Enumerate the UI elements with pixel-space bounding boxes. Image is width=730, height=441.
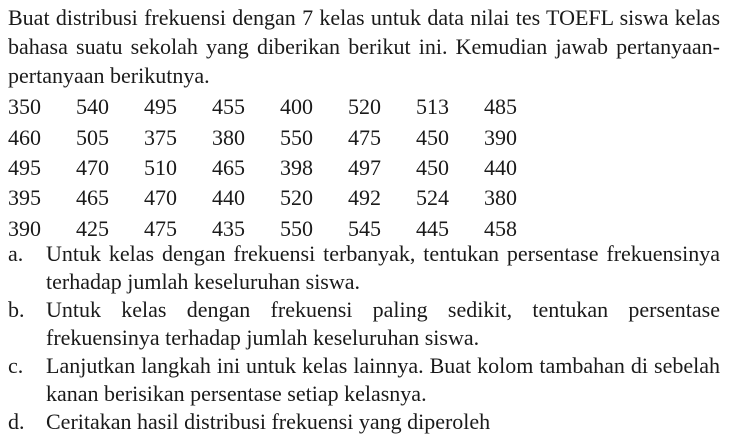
table-cell: 460: [8, 124, 41, 150]
table-cell: 510: [144, 154, 177, 180]
table-cell: 380: [212, 124, 245, 150]
table-cell: 375: [144, 124, 177, 150]
table-cell: 495: [144, 94, 177, 120]
table-cell: 545: [348, 215, 381, 241]
table-cell: 470: [144, 185, 177, 211]
table-cell: 492: [348, 185, 381, 211]
list-item: [8, 240, 720, 295]
table-cell: 495: [8, 154, 41, 180]
list-item: [8, 296, 720, 351]
table-cell: 398: [280, 154, 313, 180]
table-cell: 455: [212, 94, 245, 120]
question-letter: d.: [8, 409, 25, 434]
table-cell: 390: [484, 124, 517, 150]
table-cell: 550: [280, 124, 313, 150]
question-text: Lanjutkan langkah ini untuk kelas lainnya. Buat kolom tambahan di sebelah kanan berisikan persentase setiap kelasnya.: [46, 353, 720, 406]
table-cell: 475: [144, 215, 177, 241]
table-row: [8, 122, 552, 152]
table-cell: 435: [212, 215, 245, 241]
table-cell: 524: [416, 185, 449, 211]
toefl-data-table: [8, 92, 552, 244]
table-cell: 395: [8, 185, 41, 211]
question-text: Untuk kelas dengan frekuensi paling sedikit, tentukan persentase frekuensinya terhadap jumlah keseluruhan siswa.: [46, 297, 720, 350]
question-letter: b.: [8, 297, 25, 322]
table-cell: 485: [484, 94, 517, 120]
table-row: [8, 153, 552, 183]
table-cell: 513: [416, 94, 449, 120]
table-cell: 440: [484, 154, 517, 180]
table-cell: 445: [416, 215, 449, 241]
table-cell: 450: [416, 124, 449, 150]
table-cell: 520: [280, 185, 313, 211]
list-item: [8, 352, 720, 407]
table-cell: 458: [484, 215, 517, 241]
question-list: [8, 240, 720, 437]
table-row: [8, 183, 552, 213]
table-cell: 550: [280, 215, 313, 241]
table-cell: 380: [484, 185, 517, 211]
table-row: [8, 92, 552, 122]
table-cell: 505: [76, 124, 109, 150]
table-cell: 475: [348, 124, 381, 150]
table-cell: 497: [348, 154, 381, 180]
table-cell: 520: [348, 94, 381, 120]
table-cell: 390: [8, 215, 41, 241]
list-item: [8, 408, 720, 436]
table-cell: 350: [8, 94, 41, 120]
table-cell: 425: [76, 215, 109, 241]
intro-paragraph: Buat distribusi frekuensi dengan 7 kelas untuk data nilai tes TOEFL siswa kelas bahasa suatu sekolah yang diberikan berikut ini. Kemudian jawab pertanyaan-pertanyaan berikutnya.: [8, 5, 720, 88]
question-text: Untuk kelas dengan frekuensi terbanyak, tentukan persentase frekuensinya terhadap jumlah keseluruhan siswa.: [46, 241, 720, 294]
table-cell: 400: [280, 94, 313, 120]
question-letter: c.: [8, 353, 24, 378]
question-text: Ceritakan hasil distribusi frekuensi yang diperoleh: [46, 409, 491, 434]
table-cell: 465: [76, 185, 109, 211]
table-cell: 465: [212, 154, 245, 180]
question-letter: a.: [8, 241, 24, 266]
table-cell: 470: [76, 154, 109, 180]
table-cell: 540: [76, 94, 109, 120]
table-cell: 440: [212, 185, 245, 211]
table-cell: 450: [416, 154, 449, 180]
